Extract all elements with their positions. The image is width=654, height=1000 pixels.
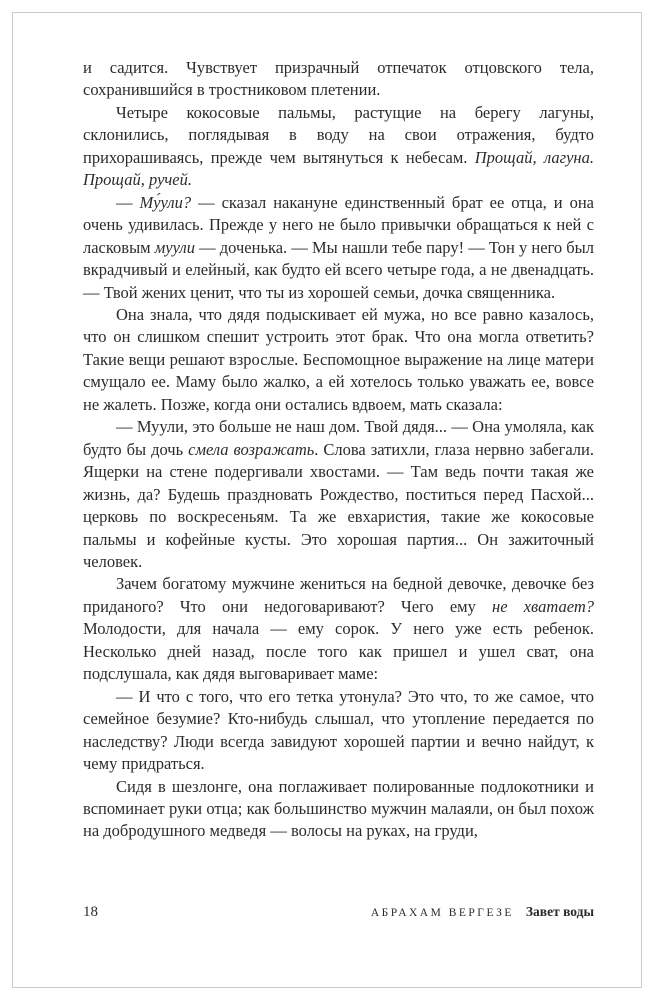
paragraph (83, 102, 594, 192)
text-run: — Муули, это больше не наш дом. Твой дядя... — Она умоляла, как будто бы дочь (83, 417, 594, 459)
italic-run: Прощай, лагуна. Прощай, ручей. (83, 147, 594, 190)
text-block (83, 57, 594, 843)
footer-book-title: Завет воды (525, 904, 594, 919)
paragraph (83, 776, 594, 843)
paragraph (83, 573, 594, 685)
text-run: . Слова затихли, глаза нервно забегали. Ящерки на стене подергивали хвостами. — Там ведь почти такая же жизнь, да? Будешь праздновать Рождество, поститься перед Пасхой... церковь по воскресеньям. Та же евхаристия, такие же кокосовые пальмы и кофейные кусты. Это хорошая партия... Он зажиточный человек. (83, 439, 594, 571)
footer-author: АБРАХАМ ВЕРГЕЗЕ (370, 907, 514, 919)
italic-run: муули (154, 237, 195, 257)
italic-run: не хватает? (492, 596, 594, 616)
text-run: и садится. Чувствует призрачный отпечаток отцовского тела, сохранившийся в тростниковом плетении. (83, 58, 594, 100)
text-run: Зачем богатому мужчине жениться на бедной девочке, девочке без приданого? Что они недоговаривают? Чего ему (83, 574, 594, 616)
text-run: — доченька. — Мы нашли тебе пару! — Тон у него был вкрадчивый и елейный, как будто ей всего четыре года, а не двенадцать. — Твой жених ценит, что ты из хорошей семьи, дочка священника. (83, 237, 594, 302)
paragraph (83, 304, 594, 416)
paragraph (83, 416, 594, 573)
page-number: 18 (83, 904, 98, 920)
running-title (371, 903, 594, 921)
page-footer (83, 903, 594, 921)
paragraph (83, 192, 594, 304)
text-run: Сидя в шезлонге, она поглаживает полированные подлокотники и вспоминает руки отца; как большинство мужчин малаяли, он был похож на добродушного медведя — волосы на руках, на груди, (83, 776, 594, 841)
paragraph (83, 686, 594, 776)
text-run: Молодости, для начала — ему сорок. У него уже есть ребенок. Несколько дней назад, после того как пришел и ушел сват, она подслушала, как дядя выговаривает маме: (83, 619, 594, 684)
italic-run: Му́ули? (139, 192, 192, 212)
text-run: Она знала, что дядя подыскивает ей мужа, но все равно казалось, что он слишком спешит устроить этот брак. Что она могла ответить? Такие вещи решают взрослые. Беспомощное выражение на лице матери смущало ее. Маму было жалко, а ей хотелось только уважать ее, вовсе не жалеть. Позже, когда они остались вдвоем, мать сказала: (83, 304, 594, 414)
text-run: — (116, 192, 140, 212)
text-run: Четыре кокосовые пальмы, растущие на берегу лагуны, склонились, поглядывая в воду на свои отражения, будто прихорашиваясь, прежде чем вытянуться к небесам. (83, 102, 594, 167)
text-run: — сказал накануне единственный брат ее отца, и она очень удивилась. Прежде у него не было привычки обращаться к ней с ласковым (83, 192, 594, 257)
paragraph (83, 57, 594, 102)
text-run: — И что с того, что его тетка утонула? Это что, то же самое, что семейное безумие? Кто-нибудь слышал, что утопление передается по наследству? Люди всегда завидуют хорошей партии и вечно найдут, к чему придраться. (83, 686, 594, 774)
italic-run: смела возражать (188, 439, 315, 459)
